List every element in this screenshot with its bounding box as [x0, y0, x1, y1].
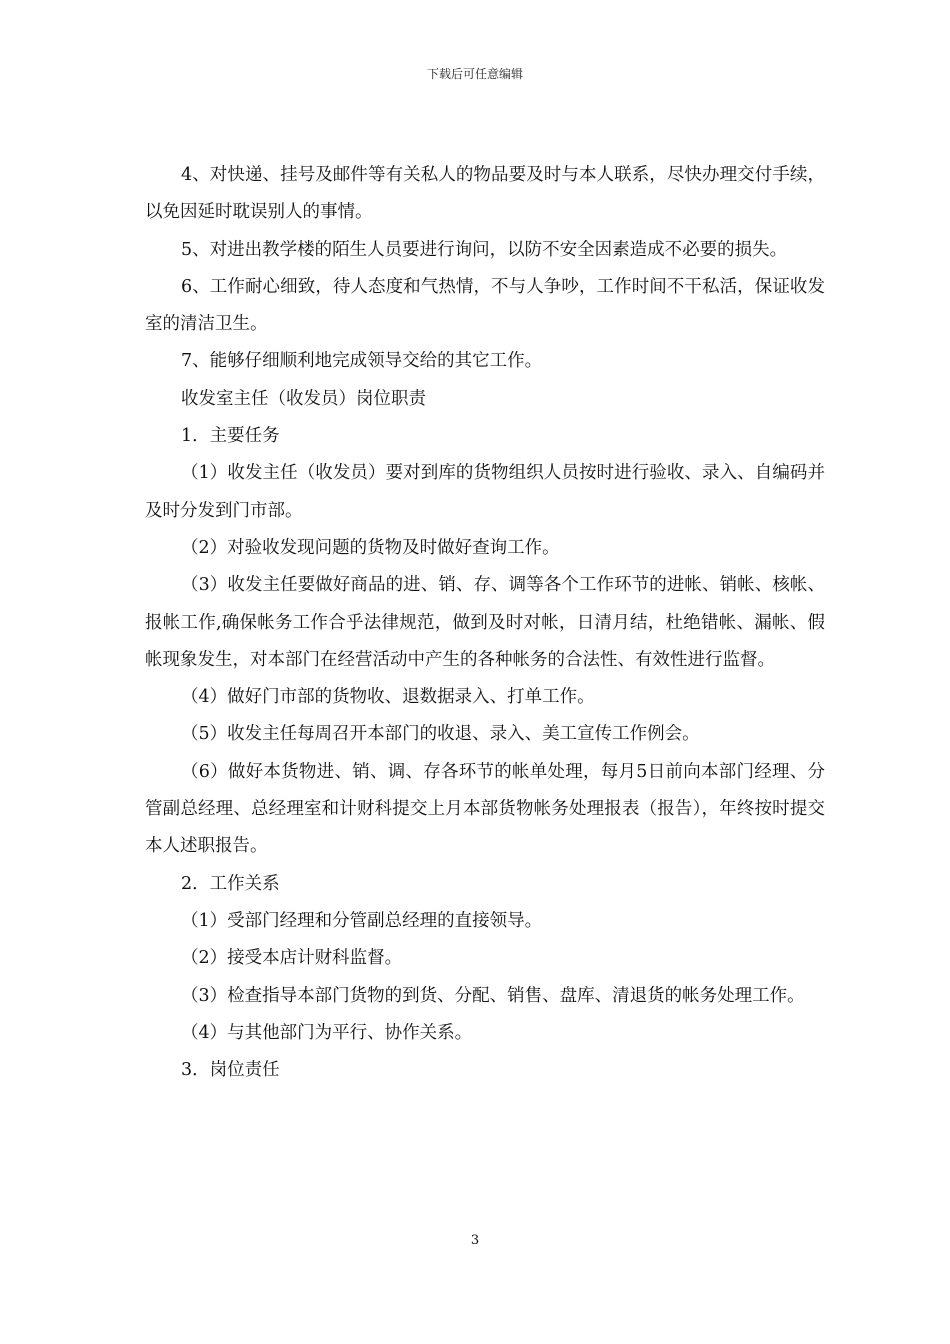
paragraph: （2）对验收发现问题的货物及时做好查询工作。 [181, 537, 560, 558]
paragraph: （2）接受本店计财科监督。 [181, 948, 403, 969]
paragraph: （1）收发主任（收发员）要对到库的货物组织人员按时进行验收、录入、自编码并及时分发到门市部。 [145, 463, 825, 521]
paragraph: （3）检查指导本部门货物的到货、分配、销售、盘库、清退货的帐务处理工作。 [181, 985, 805, 1006]
paragraph: （3）收发主任要做好商品的进、销、存、调等各个工作环节的进帐、销帐、核帐、报帐工作,确保帐务工作合乎法律规范，做到及时对帐，日清月结，杜绝错帐、漏帐、假帐现象发生，对本部门在经营活动中产生的各种帐务的合法性、有效性进行监督。 [145, 575, 825, 670]
paragraph: （1）受部门经理和分管副总经理的直接领导。 [181, 910, 543, 931]
paragraph: 5、对进出教学楼的陌生人员要进行询问，以防不安全因素造成不必要的损失。 [181, 239, 788, 260]
paragraph: 7、能够仔细顺利地完成领导交给的其它工作。 [181, 351, 543, 372]
page-header: 下载后可任意编辑 [426, 67, 523, 81]
paragraph: （4）与其他部门为平行、协作关系。 [181, 1022, 473, 1043]
paragraph: （6）做好本货物进、销、调、存各环节的帐单处理，每月5日前向本部门经理、分管副总经理、总经理室和计财科提交上月本部货物帐务处理报表（报告），年终按时提交本人述职报告。 [145, 761, 825, 857]
page-number: 3 [470, 1233, 480, 1248]
section-heading: 2．工作关系 [181, 873, 280, 894]
paragraph: （4）做好门市部的货物收、退数据录入、打单工作。 [181, 687, 595, 708]
section-heading: 1．主要任务 [181, 426, 280, 447]
document-body [145, 157, 825, 1089]
paragraph: 6、工作耐心细致，待人态度和气热情，不与人争吵，工作时间不干私活，保证收发室的清洁卫生。 [145, 276, 825, 335]
section-title: 收发室主任（收发员）岗位职责 [181, 388, 426, 409]
section-heading: 3．岗位责任 [181, 1060, 280, 1081]
paragraph: 4、对快递、挂号及邮件等有关私人的物品要及时与本人联系，尽快办理交付手续，以免因延时耽误别人的事情。 [145, 165, 825, 223]
paragraph: （5）收发主任每周召开本部门的收退、录入、美工宣传工作例会。 [181, 724, 700, 745]
